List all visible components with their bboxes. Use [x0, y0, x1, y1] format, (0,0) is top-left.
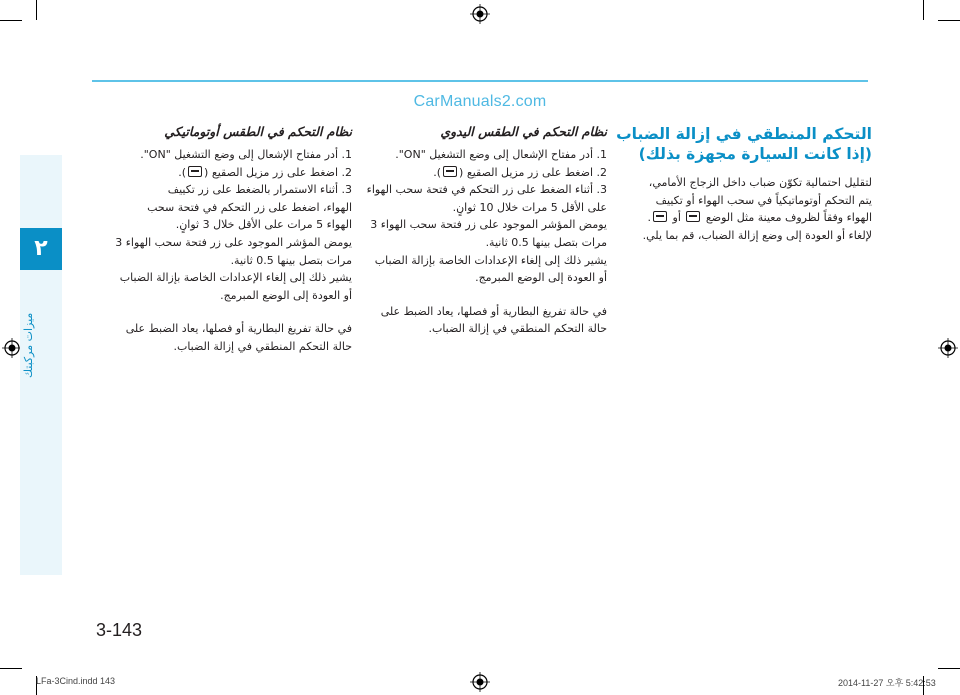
- body-line: الهواء، اضغط على زر التحكم في فتحة سحب: [147, 200, 352, 214]
- body-text: 2. اضغط على زر مزيل الصقيع (: [459, 165, 607, 179]
- crop-mark: [923, 0, 924, 20]
- header-rule: [92, 80, 868, 82]
- body-line: مرات بتصل بينها 0.5 ثانية.: [485, 235, 607, 249]
- crop-mark: [0, 668, 22, 669]
- crop-mark: [938, 668, 960, 669]
- watermark: CarManuals2.com: [413, 93, 547, 110]
- defrost-mode-icon: [686, 211, 700, 222]
- section-heading: نظام التحكم في الطقس أوتوماتيكي: [164, 124, 352, 139]
- body-line: في حالة تفريغ البطارية أو فصلها، يعاد الضبط على: [380, 304, 607, 318]
- column-defog-logic: [610, 124, 872, 244]
- chapter-number: ٢: [20, 228, 62, 270]
- registration-mark-icon: [2, 338, 22, 358]
- body-line: أو العودة إلى الوضع المبرمج.: [475, 271, 607, 285]
- section-heading: نظام التحكم في الطقس اليدوي: [440, 124, 607, 139]
- body-text: أو: [669, 211, 685, 225]
- body-line: يومض المؤشر الموجود على زر فتحة سحب الهواء 3: [370, 218, 607, 232]
- body-text: ).: [433, 165, 442, 179]
- registration-mark-icon: [938, 338, 958, 358]
- column-manual-climate: [357, 124, 607, 338]
- body-line: لتقليل احتمالية تكوّن ضباب داخل الزجاج الأمامي،: [648, 176, 872, 189]
- body-line: [610, 209, 872, 227]
- body-line: 3. أثناء الاستمرار بالضغط على زر تكييف: [167, 183, 352, 197]
- paragraph: [357, 303, 607, 338]
- front-defrost-icon: [443, 166, 457, 177]
- registration-mark-icon: [470, 672, 490, 692]
- front-defrost-icon: [188, 166, 202, 177]
- body-line: [96, 164, 352, 182]
- body-text: ).: [178, 165, 187, 179]
- footer-filename: LFa-3Cind.indd 143: [36, 676, 116, 686]
- body-line: في حالة تفريغ البطارية أو فصلها، يعاد الضبط على: [125, 322, 352, 336]
- body-line: لإلغاء أو العودة إلى وضع إزالة الضباب، قم بما يلي.: [642, 228, 872, 242]
- registration-mark-icon: [470, 4, 490, 24]
- column-auto-climate: [96, 124, 352, 356]
- body-line: يشير ذلك إلى إلغاء الإعدادات الخاصة بإزالة الضباب: [119, 271, 352, 285]
- body-line: على الأقل 5 مرات خلال 10 ثوانٍ.: [452, 200, 607, 214]
- section-heading: التحكم المنطقي في إزالة الضباب (إذا كانت السيارة مجهزة بذلك): [616, 125, 872, 163]
- body-line: يتم التحكم أوتوماتيكياً في سحب الهواء أو تكييف: [655, 193, 872, 207]
- paragraph: [96, 320, 352, 355]
- body-line: 1. أدر مفتاح الإشعال إلى وضع التشغيل "ON".: [395, 148, 607, 161]
- crop-mark: [36, 0, 37, 20]
- body-text: الهواء وفقاً لظروف معينة مثل الوضع: [702, 211, 872, 225]
- body-line: يشير ذلك إلى إلغاء الإعدادات الخاصة بإزالة الضباب: [374, 253, 607, 267]
- crop-mark: [0, 20, 22, 21]
- body-text: 2. اضغط على زر مزيل الصقيع (: [204, 165, 352, 179]
- body-line: أو العودة إلى الوضع المبرمج.: [220, 288, 352, 302]
- body-line: حالة التحكم المنطقي في إزالة الضباب.: [428, 322, 607, 336]
- body-line: الهواء 5 مرات على الأقل خلال 3 ثوانٍ.: [175, 218, 352, 232]
- body-line: مرات بتصل بينها 0.5 ثانية.: [230, 253, 352, 267]
- body-line: حالة التحكم المنطقي في إزالة الضباب.: [173, 339, 352, 353]
- crop-mark: [938, 20, 960, 21]
- body-line: يومض المؤشر الموجود على زر فتحة سحب الهواء 3: [115, 235, 352, 249]
- body-text: .: [647, 211, 652, 225]
- chapter-label: ميزات مركبتك: [22, 312, 35, 378]
- footer-timestamp: 2014-11-27 오후 5:42:53: [838, 678, 936, 688]
- page-number: 3-143: [96, 620, 143, 640]
- body-line: 3. أثناء الضغط على زر التحكم في فتحة سحب الهواء: [366, 183, 607, 197]
- body-line: 1. أدر مفتاح الإشعال إلى وضع التشغيل "ON".: [140, 148, 352, 161]
- defrost-icon: [653, 211, 667, 222]
- body-line: [357, 164, 607, 182]
